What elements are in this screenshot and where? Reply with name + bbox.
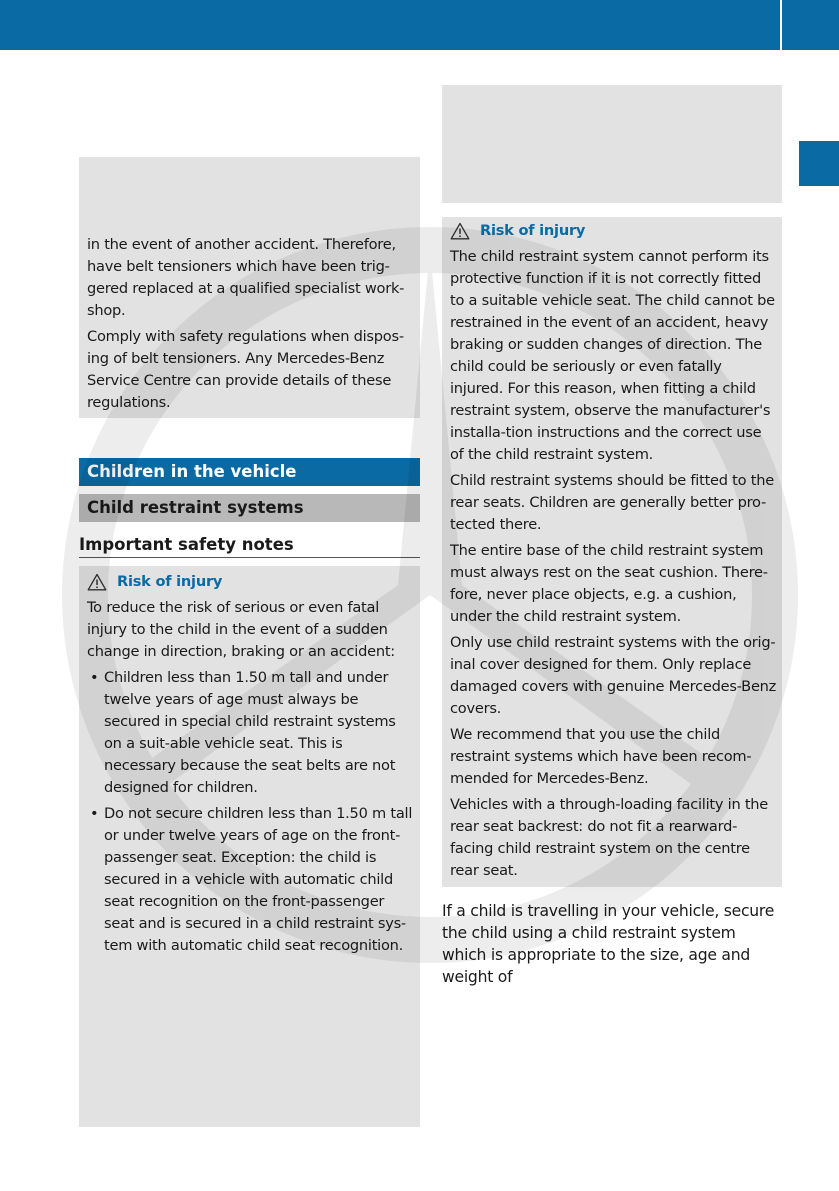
topic-heading: Important safety notes <box>79 534 420 558</box>
right-warning-title-text: Risk of injury <box>480 222 586 239</box>
right-warning-title <box>450 220 777 242</box>
section-heading: Children in the vehicle <box>79 458 420 486</box>
continuation-paragraph-1: in the event of another accident. Therefore, have belt tensioners which have been trig-gered replaced at a qualified specialist work-shop. <box>87 236 405 319</box>
subsection-heading: Child restraint systems <box>79 494 420 522</box>
right-warning-paragraph-6: Vehicles with a through-loading facility in the rear seat backrest: do not fit a rearward-facing child restraint system on the centre rear seat. <box>450 796 769 879</box>
list-item: • Do not secure children less than 1.50 m tall or under twelve years of age on the front-passenger seat. Exception: the child is secured in a vehicle with automatic child seat recognition on the front-passenger seat and is secured in a child restraint sys-tem with automatic child seat recognition. <box>87 803 414 957</box>
section-tab-marker <box>799 141 839 186</box>
left-warning-list <box>87 667 414 957</box>
right-warning-paragraph-1: The child restraint system cannot perform its protective function if it is not correctly fitted to a suitable vehicle seat. The child cannot be restrained in the event of an accident, heavy braking or sudden changes of direction. The child could be seriously or even fatally injured. For this reason, when fitting a child restraint system, observe the manufacturer's installa-tion instructions and the correct use of the child restraint system. <box>450 248 775 463</box>
right-warning-paragraph-2: Child restraint systems should be fitted to the rear seats. Children are generally better pro-tected there. <box>450 472 774 533</box>
right-warning-content <box>450 220 777 886</box>
right-warning-paragraph-4: Only use child restraint systems with the orig-inal cover designed for them. Only replace damaged covers with genuine Mercedes-Benz covers. <box>450 634 777 717</box>
top-header-bar <box>0 0 839 50</box>
continuation-paragraph-2: Comply with safety regulations when dispos-ing of belt tensioners. Any Mercedes-Benz Service Centre can provide details of these regulations. <box>87 328 404 411</box>
left-warning-intro: To reduce the risk of serious or even fatal injury to the child in the event of a sudden change in direction, braking or an accident: <box>87 599 395 660</box>
right-top-box <box>442 85 782 203</box>
left-warning-content <box>87 571 414 961</box>
body-paragraph: If a child is travelling in your vehicle, secure the child using a child restraint system which is appropriate to the size, age and weight of <box>442 902 775 986</box>
warning-triangle-icon <box>450 222 470 240</box>
left-continuation-text <box>87 234 414 418</box>
right-warning-paragraph-5: We recommend that you use the child restraint systems which have been recom-mended for Mercedes-Benz. <box>450 726 752 787</box>
left-warning-title-text: Risk of injury <box>117 573 223 590</box>
left-warning-title <box>87 571 414 593</box>
right-warning-paragraph-3: The entire base of the child restraint system must always rest on the seat cushion. There-fore, never place objects, e.g. a cushion, under the child restraint system. <box>450 542 768 625</box>
warning-triangle-icon <box>87 573 107 591</box>
list-item: • Children less than 1.50 m tall and under twelve years of age must always be secured in special child restraint systems on a suit-able vehicle seat. This is necessary because the seat belts are not designed for children. <box>87 667 414 799</box>
header-separator <box>780 0 782 50</box>
